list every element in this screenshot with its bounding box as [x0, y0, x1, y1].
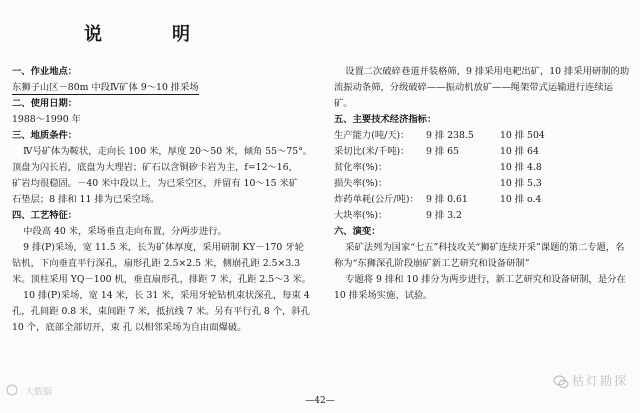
indicator-row	[334, 160, 594, 176]
indicator-table	[334, 128, 594, 224]
evolution-paragraph-1: 采矿法列为国家“七五”科技攻关“狮矿连续开采”课题的第二专题，名称为“东狮深孔阶段崩矿新工艺研究和设备研制”	[334, 242, 625, 269]
geology-line: 顶盘为闪长岩，底盘为大理岩；矿石以含铜矽卡岩为主，f=12～16，	[12, 162, 298, 173]
indicator-label: 损失率(%)：	[334, 178, 388, 189]
watermark-right	[553, 372, 628, 390]
geology-line: Ⅳ号矿体为鞍状，走向长 100 米，厚度 20～50 米，倾角 55～75°。	[23, 146, 312, 157]
indicator-row	[334, 176, 594, 192]
page-number: —42—	[305, 396, 335, 406]
section-3-heading: 三、地质条件：	[12, 130, 78, 141]
right-column	[334, 64, 630, 304]
indicator-value	[500, 208, 594, 224]
indicator-value: 9 排 0.61	[426, 194, 468, 205]
geology-line: 矿岩均很稳固。－40 米中段以上，为已采空区，并留有 10～15 米矿	[12, 178, 299, 189]
indicator-value: 9 排 238.5	[426, 130, 474, 141]
watermark-left-text: 大数据	[25, 387, 53, 398]
indicator-row	[334, 128, 594, 144]
process-paragraph-3: 10 排(P)采场，宽 14 米，长 31 米，采用牙轮钻机束状深孔，每束 4 孔，孔间距 0.8 米，束间距 7 米，抵抗线 7 米。另有平行孔 8 个，斜孔 10 个，底部全部切开，束 孔 以相邻采场为自由面爆破。	[12, 290, 310, 333]
page-title: 说 明	[84, 24, 216, 45]
indicator-value: 10 排 5.3	[500, 178, 542, 189]
indicator-label: 采切比(米/千吨)：	[334, 146, 410, 157]
left-column	[12, 64, 312, 336]
section-2-heading: 二、使用日期：	[12, 98, 78, 109]
indicator-value: 9 排 65	[426, 146, 459, 157]
section-2-text: 1988～1990 年	[12, 114, 81, 125]
work-location: 东狮子山区－80m 中段Ⅳ矿体 9～10 排采场	[12, 82, 199, 93]
section-6-heading: 六、演变：	[334, 226, 381, 237]
indicator-value	[426, 160, 500, 176]
watermark-right-text: 枯灯勘探	[571, 374, 628, 388]
indicator-value: 9 排 3.2	[426, 210, 462, 221]
indicator-row	[334, 144, 594, 160]
indicator-row	[334, 208, 594, 224]
indicator-label: 大块率(%)：	[334, 210, 388, 221]
indicator-label: 生产能力(吨/天)：	[334, 130, 410, 141]
process-paragraph-1: 中段高 40 米，采场垂直走向布置，分两步进行。	[23, 226, 227, 237]
section-5-heading: 五、主要技术经济指标：	[334, 114, 437, 125]
indicator-row	[334, 192, 594, 208]
section-1-text	[12, 80, 312, 96]
section-1-heading: 一、作业地点：	[12, 66, 78, 77]
indicator-value	[426, 176, 500, 192]
indicator-label: 贫化率(%)：	[334, 162, 388, 173]
geology-line: 石垫层；8 排和 11 排为已采空场。	[12, 194, 160, 205]
evolution-paragraph-2: 专题将 9 排和 10 排分为两步进行，新工艺研究和设备研制，是分在 10 排采场实施、试验。	[334, 274, 626, 301]
wechat-icon	[553, 374, 569, 390]
indicator-value: 10 排 504	[500, 130, 545, 141]
indicator-value: 10 排 64	[500, 146, 539, 157]
indicator-value: 10 排 o.4	[500, 194, 542, 205]
indicator-label: 炸药单耗(公斤/吨)：	[334, 194, 419, 205]
process-paragraph-2: 9 排(P)采场，宽 11.5 米，长为矿体厚度，采用研制 KY－170 牙轮钻机，下向垂直平行深孔，扇形孔距 2.5×2.5 米，侧崩孔距 2.5×3.3 米。顶柱采用 YQ－100 机，垂直扇形孔，排距 7 米，孔距 2.5～3 米。	[12, 242, 311, 285]
indicator-value: 10 排 4.8	[500, 162, 542, 173]
section-4-heading: 四、工艺特征：	[12, 210, 78, 221]
process-paragraph-4: 设置二次破碎巷道并装格筛，9 排采用电耙出矿，10 排采用研制的助流振动条筛，分级破碎——振动机放矿——绳架带式运输进行连续运矿。	[334, 66, 630, 109]
